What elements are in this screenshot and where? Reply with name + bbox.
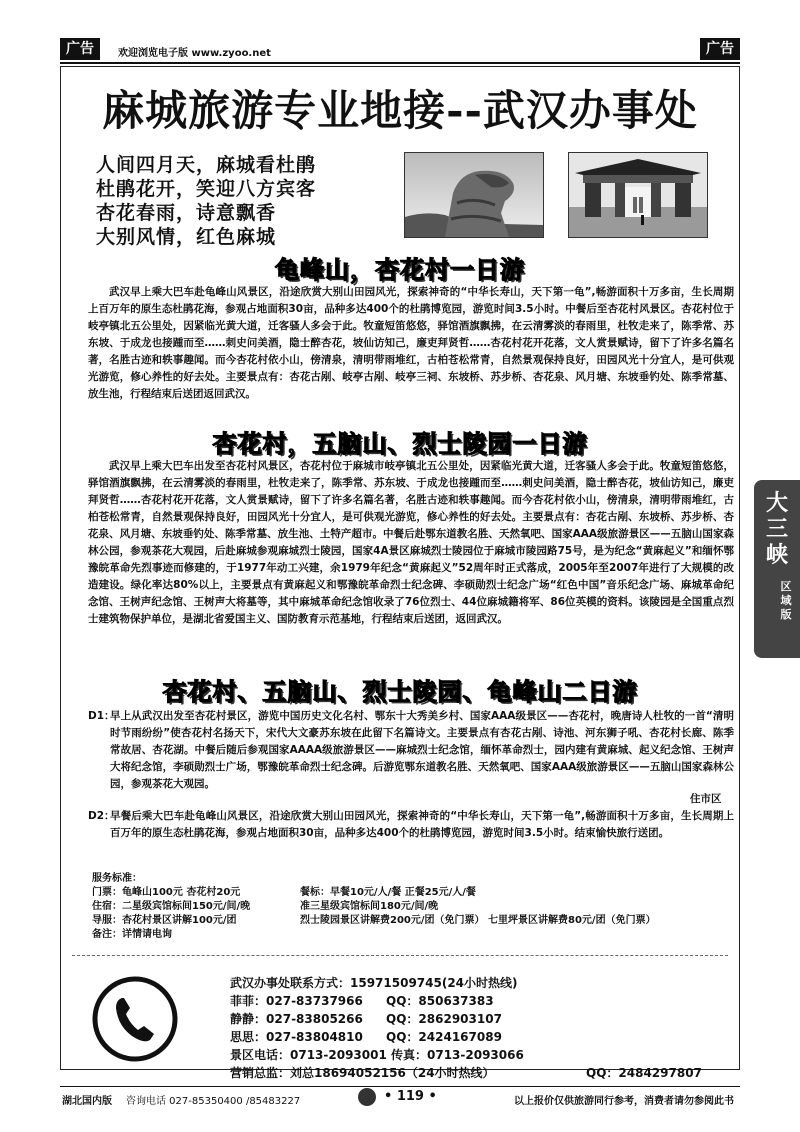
footer-rule — [60, 1086, 740, 1087]
footer-disclaimer: 以上报价仅供旅游同行参考，消费者请勿参阅此书 — [514, 1096, 734, 1107]
side-tab-subtitle: 区域版 — [780, 580, 792, 621]
service-row-right: 准三星级宾馆标间180元/间/晚 — [300, 901, 439, 912]
section-1-body: 武汉早上乘大巴车赴龟峰山风景区，沿途欣赏大别山田园风光，探索神奇的“中华长寿山，天下第一龟”,畅游面积十万多亩，生长周期上百万年的原生态杜鹃花海，参观占地面积30亩，品种多达400个的杜鹃博览园，游览时间3.5小时。中餐后至杏花村风景区。杏花村位于岐亭镇北五公里处，因紧临光黄大道，迁客骚人多会于此。牧童短笛悠悠，驿馆酒旗飘拂，在云清雾淡的春雨里，杜牧走来了，陈季常、苏东坡、于成龙也接踵而至……刺史问美酒，隐士醉杏花，坡仙访知己，廉吏拜贤哲……杏花村花开花落，文人赏景赋诗，留下了许多名篇名著，名胜古迹和轶事趣闻。而今杏花村依小山，傍清泉，清明带雨堆红，古柏苍松常青，自然景观保持良好，田园风光十分宜人，是可供观光游览，修心养性的好去处。主要景点有：杏花古剐、岐亭古剐、岐亭三祠、东坡桥、苏步桥、杏花泉、风月塘、东坡垂钓处、陈季常墓、放生池，行程结束后送团返回武汉。 — [88, 286, 734, 400]
contact-phone: 027-83805266 — [266, 1012, 363, 1026]
phone-icon — [92, 976, 178, 1062]
day-2-body: 早餐后乘大巴车赴龟峰山风景区，沿途欣赏大别山田园风光，探索神奇的“中华长寿山，天下第一龟”,畅游面积十万多亩，生长周期上百万年的原生态杜鹃花海，参观占地面积30亩，品种多达400个的杜鹃博览园，游览时间3.5小时。结束愉快旅行送团。 — [110, 810, 734, 839]
director-qq: QQ：2484297807 — [586, 1066, 702, 1080]
page-title: 麻城旅游专业地接--武汉办事处 — [102, 86, 698, 135]
section-heading-1: 龟峰山，杏花村一日游 — [275, 256, 525, 284]
side-tab-title: 大三峡 — [765, 490, 788, 568]
contact-name: 菲菲： — [230, 994, 267, 1008]
contact-phone: 027-83737966 — [266, 994, 363, 1008]
section-2-body: 武汉早上乘大巴车出发至杏花村风景区，杏花村位于麻城市岐亭镇北五公里处，因紧临光黄大道，迁客骚人多会于此。牧童短笛悠悠，驿馆酒旗飘拂，在云清雾淡的春雨里，杜牧走来了，陈季常、苏东坡、于成龙也接踵而至……刺史问美酒，隐士醉杏花，坡仙访知己，廉吏拜贤哲……杏花村花开花落，文人赏景赋诗，留下了许多名篇名著，名胜古迹和轶事趣闻。而今杏花村依小山，傍清泉，清明带雨堆红，古柏苍松常青，自然景观保持良好，田园风光十分宜人，是可供观光游览，修心养性的好去处。主要景点有：杏花古剐、东坡桥、苏步桥、杏花泉、风月塘、东坡垂钓处、陈季常墓、放生池、土特产超市。中餐后赴鄂东道教名胜、天然氧吧、国家AAA级旅游景区——五脑山国家森林公园，参观茶花大观园，后赴麻城参观麻城烈士陵园，国家4A景区麻城烈士陵园位于麻城市陵园路75号，是为纪念“黄麻起义”和缅怀鄂豫皖革命先烈事迹而修建的，于1977年动工兴建，余1979年纪念“黄麻起义”52周年时正式落成，2005年至2007年进行了大规模的改造建设。绿化率达80%以上，主要景点有黄麻起义和鄂豫皖革命烈士纪念碑、李硕勋烈士纪念广场“红色中国”音乐纪念广场、麻城革命纪念馆、王树声纪念馆、王树声大将墓等，其中麻城革命纪念馆收录了76位烈士、44位麻城籍将军、86位英模的资料。该陵园是全国重点烈士建筑物保护单位，是湖北省爱国主义、国防教育示范基地，行程结束后送团，返回武汉。 — [88, 460, 734, 625]
contact-qq: QQ：2862903107 — [386, 1012, 502, 1026]
contact-name: 静静： — [230, 1012, 267, 1026]
memorial-gate-photo — [568, 152, 708, 238]
slogan-line: 杜鹃花开，笑迎八方宾客 — [96, 178, 317, 200]
contact-person — [230, 992, 494, 1009]
service-row-left: 杏花村景区讲解100元/团 — [122, 915, 237, 926]
service-row-label: 住宿： — [92, 901, 122, 912]
service-title: 服务标准： — [92, 873, 142, 884]
contact-qq: QQ：2424167089 — [386, 1030, 502, 1044]
day-2-label: D2： — [88, 810, 115, 822]
page-number: • 119 • — [384, 1089, 437, 1104]
ad-label-right: 广告 — [700, 38, 740, 60]
service-row-left: 龟峰山100元 杏花村20元 — [122, 887, 241, 898]
region-side-tab — [754, 480, 800, 658]
header-rule — [60, 62, 740, 64]
contact-person — [230, 1010, 502, 1027]
scenic-phone: 景区电话：0713-2093001 传真：0713-2093066 — [230, 1048, 524, 1062]
day-1-body: 早上从武汉出发至杏花村景区，游览中国历史文化名村、鄂东十大秀美乡村、国家AAA级景区——杏花村，晚唐诗人杜牧的一首“清明时节雨纷纷”使杏花村名扬天下，宋代大文豪苏东坡在此留下名篇诗文。主要景点有杏花古剐、诗池、河东狮子吼、杏花村长廊、陈季常故居、杏花湖。中餐后随后参观国家AAAA级旅游景区——麻城烈士纪念馆，缅怀革命烈士，园内建有黄麻城、起义纪念馆、王树声大将纪念馆，李硕勋烈士广场，鄂豫皖革命烈士纪念碑。后游览鄂东道教名胜、天然氧吧、国家AAA级旅游景区——五脑山国家森林公园，参观茶花大观园。 — [110, 710, 734, 790]
service-row-left: 详情请电询 — [122, 929, 172, 940]
service-row-right: 餐标：早餐10元/人/餐 正餐25元/人/餐 — [300, 887, 476, 898]
footer-edition: 湖北国内版 — [62, 1096, 112, 1107]
service-row-label: 门票： — [92, 887, 122, 898]
contact-person — [230, 1028, 502, 1045]
day-1-stay: 住市区 — [690, 793, 722, 805]
service-row-label: 备注： — [92, 929, 122, 940]
service-row-left: 二星级宾馆标间150元/间/晚 — [122, 901, 251, 912]
divider — [72, 955, 728, 956]
contact-phone: 027-83804810 — [266, 1030, 363, 1044]
page-emblem-icon — [358, 1088, 376, 1106]
slogan-line: 大别风情，红色麻城 — [96, 226, 277, 248]
marketing-director: 营销总监：刘总18694052156（24小时热线） — [230, 1066, 495, 1080]
day-1-label: D1： — [88, 710, 115, 722]
footer-phone: 咨询电话 027-85350400 /85483227 — [126, 1096, 301, 1107]
slogan-line: 杏花春雨，诗意飘香 — [96, 202, 277, 224]
section-heading-3: 杏花村、五脑山、烈士陵园、龟峰山二日游 — [162, 678, 638, 706]
turtle-peak-photo — [404, 152, 544, 238]
ad-label-left: 广告 — [60, 38, 100, 60]
service-row-right: 烈士陵园景区讲解费200元/团（免门票） 七里坪景区讲解费80元/团（免门票） — [300, 915, 656, 926]
section-heading-2: 杏花村，五脑山、烈士陵园一日游 — [212, 430, 588, 458]
service-row — [92, 900, 250, 914]
contact-main: 武汉办事处联系方式：15971509745(24小时热线) — [230, 976, 518, 990]
service-row — [92, 886, 240, 900]
service-row — [92, 928, 172, 942]
service-row — [92, 914, 237, 928]
contact-qq: QQ：850637383 — [386, 994, 494, 1008]
contact-name: 思思： — [230, 1030, 267, 1044]
site-url: 欢迎浏览电子版 www.zyoo.net — [118, 48, 271, 59]
service-row-label: 导服： — [92, 915, 122, 926]
slogan-line: 人间四月天，麻城看杜鹃 — [96, 154, 317, 176]
